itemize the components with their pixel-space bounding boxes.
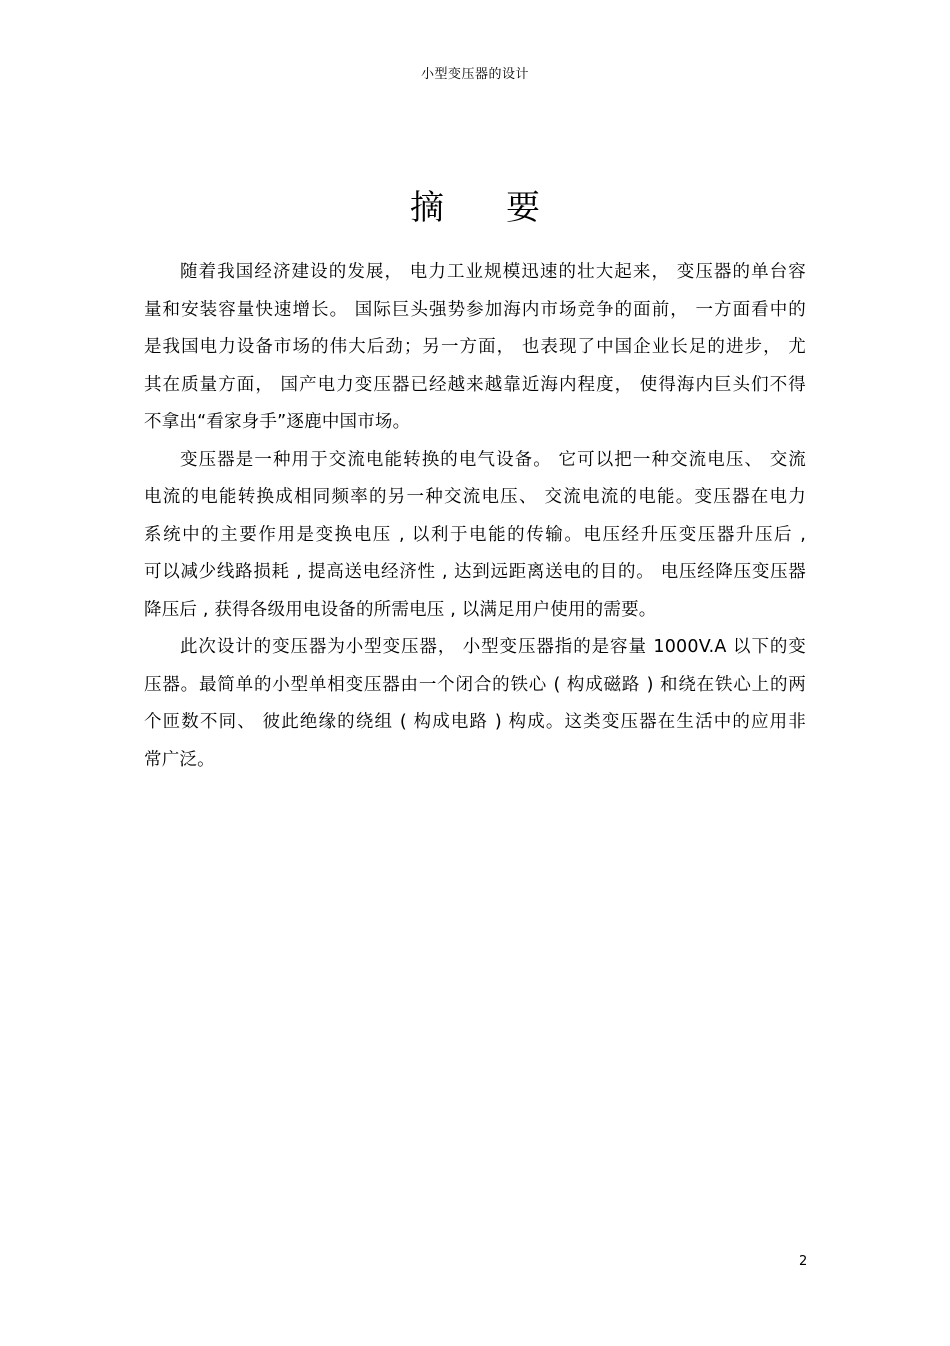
title-part-1: 摘 [410, 188, 444, 228]
text-line: 常广泛。 [144, 749, 215, 770]
running-header: 小型变压器的设计 [420, 67, 529, 82]
text-line: 随着我国经济建设的发展， 电力工业规模迅速的壮大起来， 变压器的单台容 [180, 262, 806, 282]
paragraph [144, 442, 806, 630]
text-line: 不拿出“看家身手”逐鹿中国市场。 [144, 412, 411, 432]
text-line: 此次设计的变压器为小型变压器， 小型变压器指的是容量 1000V.A 以下的变 [180, 637, 806, 657]
text-line: 电流的电能转换成相同频率的另一种交流电压、 交流电流的电能。变压器在电力 [144, 487, 806, 507]
text-line: 变压器是一种用于交流电能转换的电气设备。 它可以把一种交流电压、 交流 [180, 449, 806, 470]
abstract-body [144, 254, 806, 779]
text-line: 系统中的主要作用是变换电压 , 以利于电能的传输。电压经升压变压器升压后 , [144, 524, 806, 545]
page-number: 2 [799, 1254, 808, 1269]
text-line: 其在质量方面， 国产电力变压器已经越来越靠近海内程度， 使得海内巨头们不得 [144, 374, 806, 395]
text-line: 是我国电力设备市场的伟大后劲；另一方面， 也表现了中国企业长足的进步， 尤 [144, 337, 806, 357]
text-line: 降压后 , 获得各级用电设备的所需电压 , 以满足用户使用的需要。 [144, 599, 657, 620]
paragraph [144, 254, 806, 442]
text-line: 压器。最简单的小型单相变压器由一个闭合的铁心 ( 构成磁路 ) 和绕在铁心上的两 [144, 674, 806, 695]
text-line: 可以减少线路损耗 , 提高送电经济性 , 达到远距离送电的目的。 电压经降压变压器 [144, 562, 806, 582]
page-title [0, 186, 950, 230]
text-line: 个匝数不同、 彼此绝缘的绕组 ( 构成电路 ) 构成。这类变压器在生活中的应用非 [144, 712, 806, 732]
text-line: 量和安装容量快速增长。 国际巨头强势参加海内市场竞争的面前， 一方面看中的 [144, 299, 806, 320]
title-part-2: 要 [506, 188, 540, 228]
paragraph [144, 629, 806, 779]
